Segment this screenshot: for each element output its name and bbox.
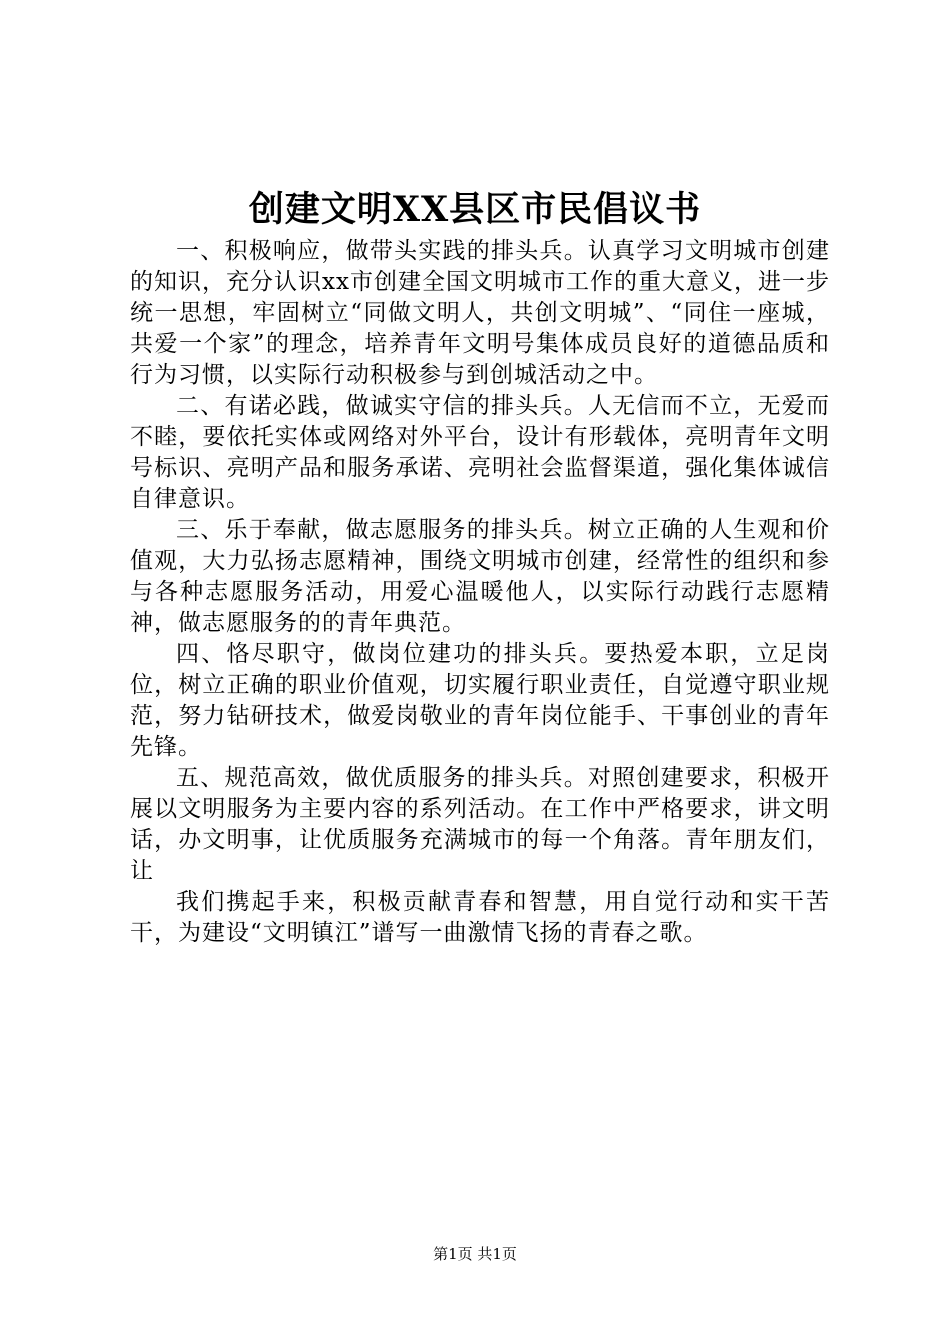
paragraph-1: 一、积极响应，做带头实践的排头兵。认真学习文明城市创建的知识，充分认识xx市创建全国文明城市工作的重大意义，进一步统一思想，牢固树立“同做文明人，共创文明城”、“同住一座城，共爱一个家”的理念，培养青年文明号集体成员良好的道德品质和行为习惯，以实际行动积极参与到创城活动之中。 bbox=[130, 238, 830, 388]
paragraph-4: 四、恪尽职守，做岗位建功的排头兵。要热爱本职，立足岗位，树立正确的职业价值观，切实履行职业责任，自觉遵守职业规范，努力钻研技术，做爱岗敬业的青年岗位能手、干事创业的青年先锋。 bbox=[130, 641, 830, 760]
paragraph-5: 五、规范高效，做优质服务的排头兵。对照创建要求，积极开展以文明服务为主要内容的系列活动。在工作中严格要求，讲文明话，办文明事，让优质服务充满城市的每一个角落。青年朋友们，让 bbox=[130, 765, 830, 884]
document-body bbox=[130, 236, 830, 949]
page-title: 创建文明XX县区市民倡议书 bbox=[248, 189, 702, 230]
paragraph-6: 我们携起手来，积极贡献青春和智慧，用自觉行动和实干苦干，为建设“文明镇江”谱写一曲激情飞扬的青春之歌。 bbox=[130, 889, 830, 946]
page-footer: 第1页 共1页 bbox=[433, 1245, 517, 1263]
paragraph-3: 三、乐于奉献，做志愿服务的排头兵。树立正确的人生观和价值观，大力弘扬志愿精神，围绕文明城市创建，经常性的组织和参与各种志愿服务活动，用爱心温暖他人，以实际行动践行志愿精神，做志愿服务的的青年典范。 bbox=[130, 517, 830, 636]
paragraph-2: 二、有诺必践，做诚实守信的排头兵。人无信而不立，无爱而不睦，要依托实体或网络对外平台，设计有形载体，亮明青年文明号标识、亮明产品和服务承诺、亮明社会监督渠道，强化集体诚信自律意识。 bbox=[130, 393, 830, 512]
